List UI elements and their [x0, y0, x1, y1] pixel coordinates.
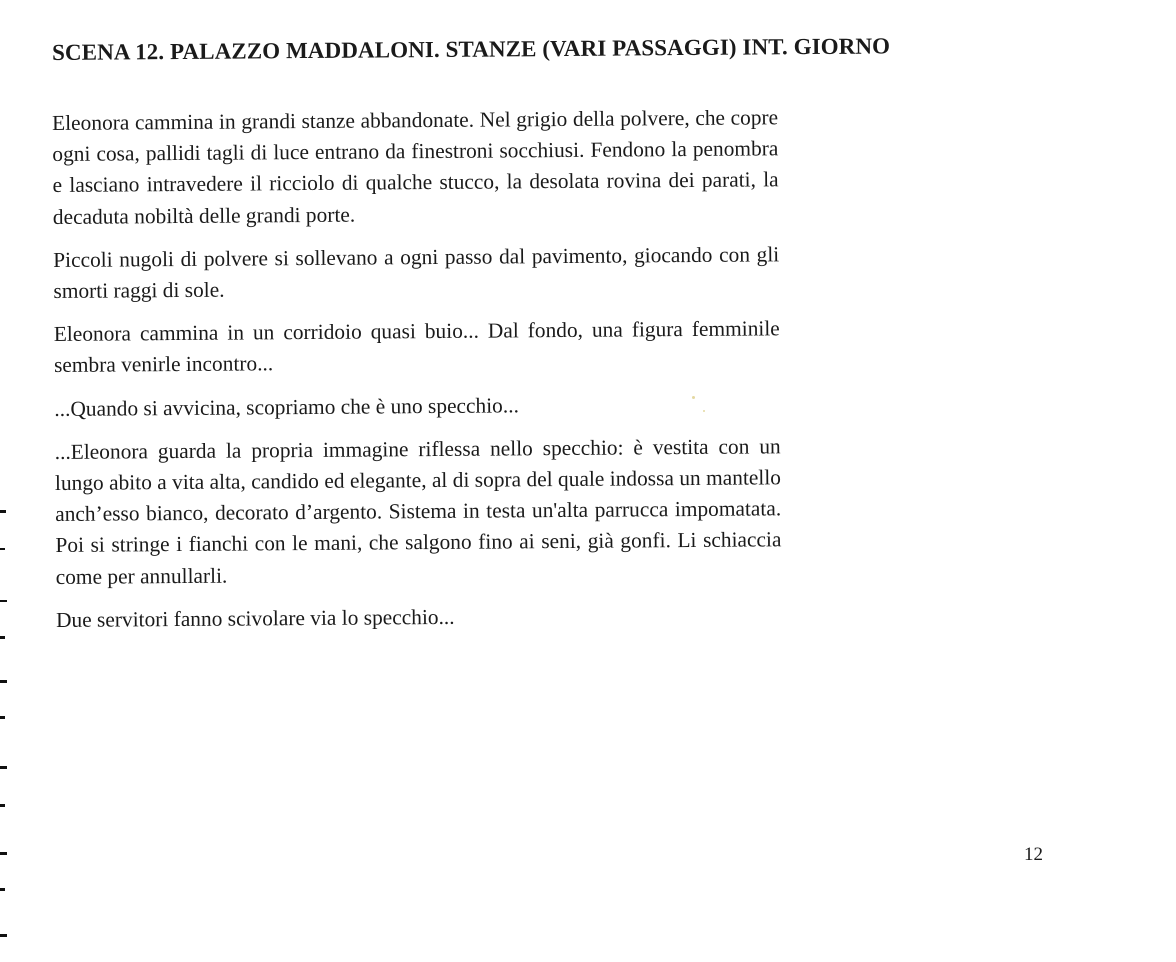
scan-mark	[0, 888, 5, 891]
paragraph: ...Eleonora guarda la propria immagine riflessa nello specchio: è vestita con un lungo abito a vita alta, candido ed elegante, al di sopra del quale indossa un mantello anch’esso bianco, decorato d’argento. Sistema in testa un'alta parrucca impomatata. Poi si stringe i fianchi con le mani, che salgono fino ai seni, già gonfi. Li schiaccia come per annullarli.	[54, 434, 782, 589]
paragraph: ...Quando si avvicina, scopriamo che è uno specchio...	[54, 392, 519, 421]
scene-description	[52, 102, 782, 648]
scan-mark	[0, 548, 5, 550]
paper-speck	[703, 410, 705, 412]
scan-mark	[0, 716, 5, 719]
scan-mark	[0, 600, 7, 602]
paragraph: Eleonora cammina in grandi stanze abbandonate. Nel grigio della polvere, che copre ogni cosa, pallidi tagli di luce entrano da finestroni socchiusi. Fendono la penombra e lasciano intravedere il ricciolo di qualche stucco, la desolata rovina dei parati, la decaduta nobiltà delle grandi porte.	[52, 105, 779, 229]
scan-mark	[0, 804, 5, 807]
scan-mark	[0, 934, 7, 937]
paragraph: Due servitori fanno scivolare via lo specchio...	[55, 604, 455, 632]
paper-speck	[692, 396, 695, 399]
page-number: 12	[1024, 844, 1043, 865]
paragraph: Eleonora cammina in un corridoio quasi buio... Dal fondo, una figura femminile sembra venirle incontro...	[53, 316, 780, 378]
scan-mark	[0, 680, 7, 683]
scene-heading: SCENA 12. PALAZZO MADDALONI. STANZE (VARI PASSAGGI) INT. GIORNO	[52, 33, 891, 65]
scan-edge-marks	[0, 0, 12, 962]
paragraph: Piccoli nugoli di polvere si sollevano a ogni passo dal pavimento, giocando con gli smorti raggi di sole.	[53, 242, 780, 304]
scan-mark	[0, 766, 7, 769]
scan-mark	[0, 852, 7, 855]
scan-mark	[0, 510, 6, 513]
scan-mark	[0, 636, 5, 639]
